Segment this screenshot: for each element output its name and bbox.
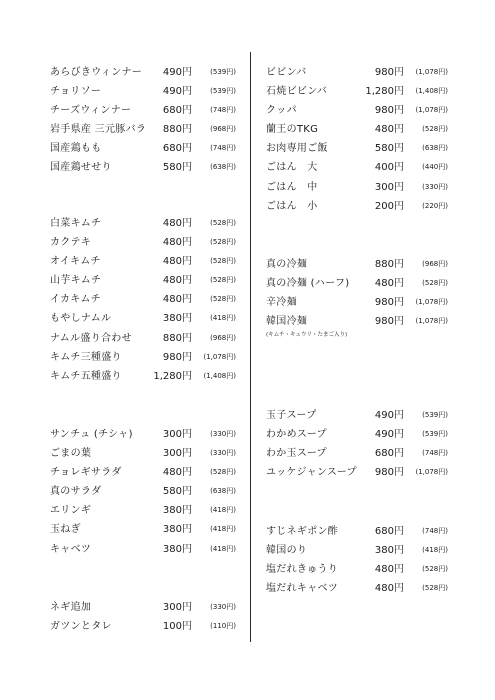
menu-item [50,233,236,252]
menu-item [266,82,448,101]
section-vegetables [50,425,236,559]
item-price-tax: (440円) [422,163,448,172]
item-price: 580円 [162,486,192,498]
item-price-tax: (330円) [210,430,236,438]
item-price: 200円 [374,200,404,212]
menu-item [266,425,448,444]
menu-item [50,158,236,177]
item-name: 塩だれキャベツ [266,583,339,595]
item-name: チーズウィンナー [50,105,132,117]
menu-item [266,120,448,139]
item-price-tax: (968円) [210,333,236,342]
item-price: 880円 [162,124,192,136]
item-price-tax: (968円) [422,260,448,268]
menu-item [50,501,236,520]
item-name: ユッケジャンスープ [266,467,357,479]
menu-item [50,271,236,290]
item-price: 580円 [374,143,404,155]
item-price-tax: (1,078円) [203,352,236,361]
item-price: 680円 [374,526,404,537]
item-price: 680円 [162,105,192,117]
item-price-tax: (1,078円) [415,468,448,477]
noodles-note: (キムチ・キュウリ・たまご入り) [266,332,348,339]
item-name: 岩手県産 三元豚バラ [50,124,147,136]
item-price: 1,280円 [365,86,404,98]
item-name: 真の冷麺 (ハーフ) [266,278,350,290]
menu-item [50,63,236,82]
item-price-tax: (638円) [210,163,236,172]
section-kimchi [50,214,236,386]
item-price: 380円 [162,524,192,536]
item-name: 辛冷麺 [266,297,297,309]
item-price: 100円 [162,621,192,633]
item-price: 300円 [162,448,192,460]
menu-item [266,444,448,463]
menu-item [266,312,448,331]
menu-item [50,482,236,501]
item-price-tax: (638円) [422,144,448,153]
menu-item [266,579,448,598]
item-name: キムチ三種盛り [50,351,122,363]
item-price: 380円 [162,505,192,517]
item-price-tax: (418円) [210,314,236,323]
section-noodles [266,255,448,339]
item-price-tax: (418円) [210,506,236,515]
item-price: 980円 [374,467,404,479]
item-price-tax: (968円) [210,125,236,134]
item-price: 980円 [162,351,192,363]
item-price: 480円 [374,583,404,595]
item-name: あらびきウィンナー [50,67,143,78]
item-name: サンチュ (チシャ) [50,429,133,440]
item-price: 380円 [162,543,192,555]
section-soups [266,406,448,482]
menu-item [266,522,448,541]
item-price-tax: (1,078円) [415,68,448,76]
menu-item [50,329,236,348]
column-divider [250,52,251,642]
menu-item [266,101,448,120]
item-name: キャベツ [50,543,92,555]
menu-item [50,252,236,271]
item-price: 490円 [162,67,192,78]
item-name: ネギ追加 [50,602,92,613]
item-price: 480円 [162,294,192,306]
menu-item [50,120,236,139]
menu-item [50,598,236,617]
item-name: もやしナムル [50,313,112,325]
item-price-tax: (1,408円) [415,87,448,96]
item-price: 680円 [374,448,404,460]
menu-item [50,101,236,120]
item-price-tax: (1,408円) [203,371,236,380]
item-price: 380円 [162,313,192,325]
menu-item [266,255,448,274]
menu-item [266,178,448,197]
menu-item [266,63,448,82]
menu-item [50,309,236,328]
item-price-tax: (539円) [422,430,448,439]
item-price: 400円 [374,162,404,174]
item-name: キムチ五種盛り [50,370,122,382]
item-price: 880円 [374,259,404,270]
item-price: 680円 [162,143,192,155]
menu-item [50,540,236,559]
item-name: 国産鶏もも [50,143,102,155]
item-name: わか玉スープ [266,448,327,460]
item-name: お肉専用ご飯 [266,143,328,155]
item-price-tax: (110円) [210,622,236,631]
item-price-tax: (528円) [422,279,448,288]
item-name: 国産鶏せせり [50,162,112,174]
item-price: 300円 [374,181,404,193]
item-price: 490円 [162,86,192,98]
item-price: 980円 [374,297,404,309]
item-name: 塩だれきゅうり [266,564,339,576]
item-price: 580円 [162,162,192,174]
item-price-tax: (539円) [210,68,236,76]
item-name: ビビンバ [266,67,307,78]
section-rice [266,63,448,216]
item-price: 480円 [162,218,192,229]
item-name: ごはん 大 [266,162,318,174]
item-name: 石焼ビビンバ [266,86,328,98]
item-price-tax: (539円) [210,87,236,96]
item-price-tax: (1,078円) [415,298,448,307]
menu-item [50,82,236,101]
item-name: ごはん 小 [266,200,318,212]
item-price-tax: (528円) [422,565,448,574]
item-name: 玉子スープ [266,410,317,421]
item-price-tax: (528円) [422,125,448,134]
item-price-tax: (330円) [210,603,236,611]
menu-item [50,425,236,444]
item-name: 韓国冷麺 [266,316,308,328]
menu-item [266,463,448,482]
item-price-tax: (748円) [210,106,236,115]
item-name: ガツンとタレ [50,621,112,633]
item-price-tax: (528円) [210,468,236,477]
menu-item [50,139,236,158]
item-price-tax: (418円) [210,544,236,553]
item-price-tax: (1,078円) [415,106,448,115]
item-price: 300円 [162,602,192,613]
section-sausages [50,63,236,178]
item-price-tax: (539円) [422,411,448,419]
item-name: 韓国のり [266,545,308,557]
item-price-tax: (330円) [210,449,236,458]
item-price: 380円 [374,545,404,557]
item-name: ごまの葉 [50,448,92,460]
item-name: 真のサラダ [50,486,102,498]
menu-item [266,197,448,216]
item-price-tax: (528円) [210,238,236,247]
item-name: エリンギ [50,505,92,517]
item-price: 490円 [374,410,404,421]
item-name: ごはん 中 [266,181,318,193]
item-price: 980円 [374,316,404,328]
section-extras [50,598,236,636]
item-price: 480円 [162,237,192,249]
item-price: 1,280円 [153,370,192,382]
item-name: クッパ [266,105,297,117]
item-name: わかめスープ [266,429,327,441]
item-price: 480円 [374,564,404,576]
item-name: イカキムチ [50,294,101,306]
item-price: 880円 [162,332,192,344]
menu-item [50,463,236,482]
menu-item [266,560,448,579]
item-price-tax: (1,078円) [415,317,448,326]
menu-item [50,617,236,636]
item-name: 真の冷麺 [266,259,308,270]
item-name: オイキムチ [50,256,101,268]
menu-item [266,293,448,312]
item-price-tax: (528円) [210,276,236,285]
menu-item [266,541,448,560]
item-price-tax: (528円) [422,584,448,593]
item-price-tax: (418円) [210,525,236,534]
item-price: 480円 [374,124,404,136]
item-price-tax: (528円) [210,295,236,304]
menu-item [266,406,448,425]
menu-item [266,274,448,293]
section-sides [266,522,448,598]
item-price-tax: (220円) [422,201,448,210]
item-price-tax: (748円) [422,527,448,535]
item-price: 480円 [162,256,192,268]
item-name: 白菜キムチ [50,218,102,229]
menu-item [50,444,236,463]
item-price-tax: (528円) [210,257,236,266]
menu-item [50,290,236,309]
menu-item [50,367,236,386]
item-price: 480円 [374,278,404,290]
item-price: 300円 [162,429,192,440]
item-price: 980円 [374,67,404,78]
menu-item [266,158,448,177]
item-price-tax: (418円) [422,546,448,555]
item-name: 山芋キムチ [50,275,102,287]
item-price: 980円 [374,105,404,117]
menu-item [50,520,236,539]
item-price: 490円 [374,429,404,441]
menu-item [50,348,236,367]
item-name: すじネギポン酢 [266,526,339,537]
menu-item [266,139,448,158]
item-price-tax: (528円) [210,219,236,227]
item-name: チョリソー [50,86,102,98]
menu-item [50,214,236,233]
item-price-tax: (748円) [210,144,236,153]
item-price-tax: (330円) [422,182,448,191]
item-price: 480円 [162,467,192,479]
item-name: チョレギサラダ [50,467,122,479]
item-price-tax: (638円) [210,487,236,496]
item-name: 蘭王のTKG [266,124,319,136]
item-name: カクテキ [50,237,92,249]
item-price: 480円 [162,275,192,287]
item-name: 玉ねぎ [50,524,81,536]
item-name: ナムル盛り合わせ [50,332,132,344]
item-price-tax: (748円) [422,449,448,458]
